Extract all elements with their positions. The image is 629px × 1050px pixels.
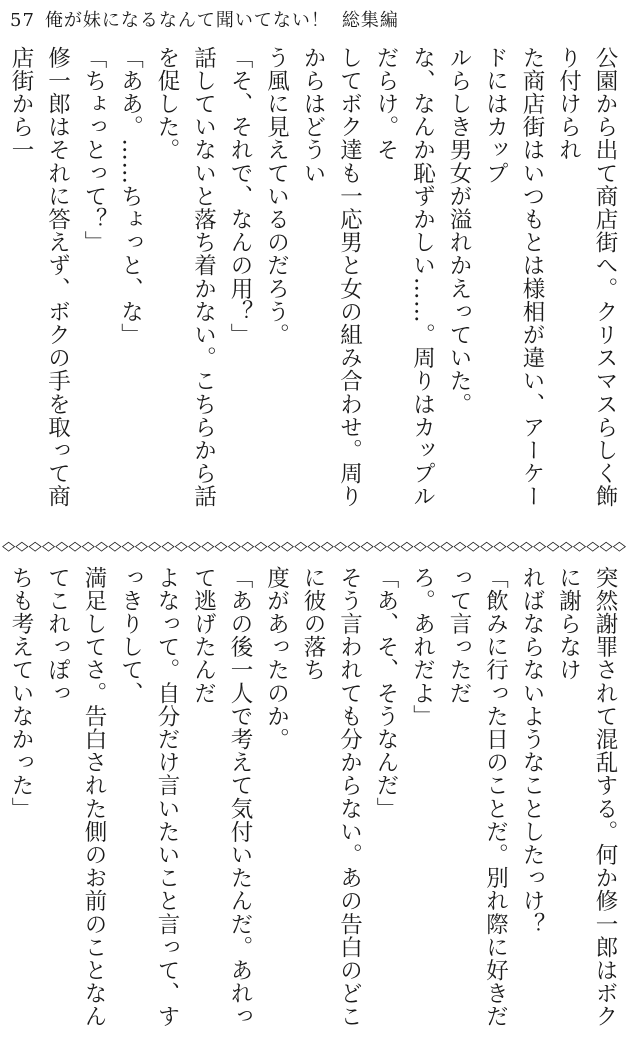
text-line: 「あの後一人で考えて気付いたんだ。あれって逃げたんだ — [190, 566, 253, 1028]
text-line: 公園から出て商店街へ。クリスマスらしく飾り付けられ — [555, 46, 618, 508]
text-line: してボク達も一応男と女の組み合わせ。周りからはどうい — [300, 46, 363, 508]
text-line: 話していないと落ち着かない。こちらから話を促した。 — [154, 46, 217, 508]
edition-label: 総集編 — [341, 10, 399, 31]
text-line: 「ああ。……ちょっと、な」 — [117, 46, 144, 347]
text-line: 度があったのか。 — [263, 566, 290, 751]
text-line: う風に見えているのだろう。 — [263, 46, 290, 347]
book-title: 俺が妹になるなんて聞いてない！ — [44, 10, 330, 31]
text-line: 「あ、そ、そうなんだ」 — [373, 566, 399, 821]
text-line: 修一郎はそれに答えず、ボクの手を取って商店街から一 — [8, 46, 71, 508]
text-line: 「飲みに行った日のことだ。別れ際に好きだって言っただ — [446, 566, 509, 1028]
text-line: な、なんか恥ずかしい……。周りはカップルだらけ。そ — [373, 46, 436, 508]
text-line: 満足してさ。告白された側のお前のことなんてこれっぽっ — [44, 566, 107, 1028]
text-line: ればならないようなことしたっけ？ — [519, 566, 545, 936]
diamond-divider — [0, 537, 629, 553]
text-line: ちも考えていなかった」 — [8, 566, 34, 821]
text-line: 突然謝罪されて混乱する。何か修一郎はボクに謝らなけ — [555, 566, 618, 1028]
text-line: 「ちょっとって？」 — [81, 46, 107, 254]
text-line: ろ。あれだよ」 — [409, 566, 436, 728]
running-header — [10, 6, 399, 32]
text-line: 「そ、それで、なんの用？」 — [227, 46, 253, 347]
upper-text-block — [6, 46, 623, 528]
divider-pattern: ◇◇◇◇◇◇◇◇◇◇◇◇◇◇◇◇◇◇◇◇◇◇◇◇◇◇◇◇◇◇◇◇◇◇◇◇◇◇◇◇◇◇◇◇◇◇◇ — [2, 539, 627, 553]
text-line: ルらしき男女が溢れかえっていた。 — [446, 46, 472, 416]
text-line: そう言われても分からない。あの告白のどこに彼の落ち — [300, 566, 363, 1028]
text-line: た商店街はいつもとは様相が違い、アーケードにはカップ — [482, 46, 545, 508]
page-number: 57 — [10, 10, 35, 31]
lower-text-block — [6, 566, 623, 1044]
text-line: よなって。自分だけ言いたいこと言って、すっきりして、 — [117, 566, 180, 1028]
